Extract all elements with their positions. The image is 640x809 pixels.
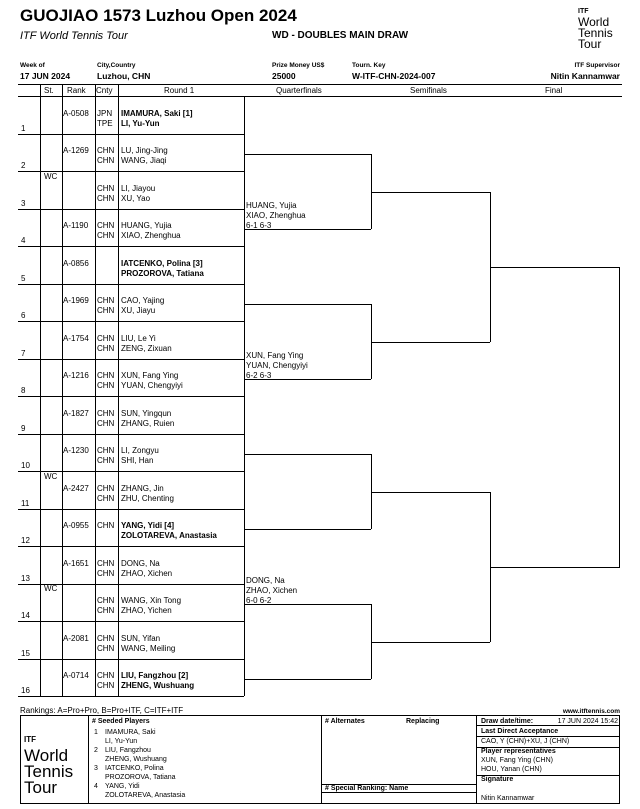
seed-number: 3 [94, 765, 98, 772]
player-name: ZHAO, Yichen [121, 606, 172, 615]
seed-status: WC [44, 471, 58, 481]
sf-line [371, 342, 490, 343]
qf-winner: ZHAO, Xichen [246, 586, 298, 596]
player-rank: A-0714 [63, 671, 89, 680]
player-country: CHN [97, 681, 115, 690]
player-country: JPN [97, 108, 113, 118]
draw-row-line [18, 359, 244, 360]
draw-number: 10 [21, 461, 30, 470]
lda-label: Last Direct Acceptance [481, 728, 559, 735]
draw-date-label: Draw date/time: [481, 718, 534, 725]
logo-itf-text: ITF [578, 8, 589, 15]
player-name: ZHAO, Xichen [121, 568, 173, 578]
signature-label: Signature [481, 776, 514, 783]
qf-winner: DONG, Na [246, 576, 285, 586]
prize-value: 25000 [272, 71, 296, 81]
player-rank: A-0955 [63, 521, 89, 530]
player-name: PROZOROVA, Tatiana [121, 268, 204, 278]
week-label: Week of [20, 62, 45, 69]
website: www.itftennis.com [562, 708, 620, 715]
player-country: TPE [97, 118, 113, 128]
player-country: CHN [97, 306, 115, 315]
player-country: CHN [97, 343, 115, 353]
player-name: LI, Jiayou [121, 183, 156, 193]
seeded-partner: ZOLOTAREVA, Anastasia [105, 792, 186, 799]
city-label: City,Country [97, 62, 136, 69]
sf-line [371, 192, 490, 193]
qf-line [244, 454, 371, 455]
player-rank: A-1216 [63, 371, 89, 380]
draw-row-line [18, 321, 244, 322]
key-label: Tourn. Key [352, 62, 386, 69]
col-sf: Semifinals [410, 86, 447, 95]
seeded-partner: LI, Yu-Yun [105, 738, 138, 745]
col-rank: Rank [67, 86, 86, 95]
itf-logo-footer: ITF World Tennis Tour [24, 735, 74, 797]
r1-connector [244, 321, 245, 396]
player-name: ZHU, Chenting [121, 493, 174, 503]
draw-row-line [18, 396, 244, 397]
player-rank: A-2081 [63, 633, 89, 643]
draw-row-line [18, 696, 244, 697]
player-country: CHN [97, 156, 115, 165]
col-cnty: Cnty [96, 86, 113, 95]
draw-row-line [18, 546, 244, 547]
replacing-header: Replacing [406, 718, 440, 725]
draw-number: 5 [21, 273, 26, 283]
event-name: WD - DOUBLES MAIN DRAW [272, 30, 409, 41]
player-country: CHN [97, 183, 115, 193]
player-name: XIAO, Zhenghua [121, 231, 181, 240]
player-country: CHN [97, 633, 115, 643]
draw-row-line [18, 621, 244, 622]
col-r1: Round 1 [164, 86, 195, 95]
player-country: CHN [97, 221, 115, 230]
draw-number: 14 [21, 611, 30, 620]
player-name: LU, Jing-Jing [121, 146, 168, 155]
logo-line2: Tennis [578, 26, 613, 40]
draw-row-line [18, 509, 244, 510]
player-name: ZHANG, Ruien [121, 418, 175, 428]
player-country: CHN [97, 606, 115, 615]
r1-connector [244, 171, 245, 246]
logo-line1: World [578, 15, 610, 29]
signature-value: Nitin Kannamwar [481, 795, 535, 802]
draw-number: 3 [21, 198, 26, 208]
draw-col-divider-0 [40, 84, 41, 696]
player-country: CHN [97, 371, 115, 380]
prize-label: Prize Money US$ [272, 62, 325, 69]
seeded-player: IMAMURA, Saki [105, 729, 156, 736]
draw-col-divider-3 [118, 84, 119, 696]
player-country: CHN [97, 483, 115, 493]
qf-winner: XUN, Fang Ying [246, 351, 304, 361]
week-value: 17 JUN 2024 [20, 71, 71, 81]
r1-connector [244, 546, 245, 621]
page-subtitle: ITF World Tennis Tour [20, 30, 128, 42]
player-rank: A-1651 [63, 558, 89, 568]
seed-status: WC [44, 171, 58, 181]
player-name: ZHANG, Jin [121, 483, 164, 493]
draw-date-value: 17 JUN 2024 15:42 [557, 718, 618, 725]
draw-number: 9 [21, 423, 26, 433]
player-name: IATCENKO, Polina [3] [121, 258, 203, 268]
player-name: IMAMURA, Saki [1] [121, 108, 193, 118]
draw-row-line [18, 284, 244, 285]
seed-status: WC [44, 584, 58, 593]
player-name: LI, Yu-Yun [121, 118, 160, 128]
qf-winner: HUANG, Yujia [246, 201, 297, 211]
player-name: ZENG, Zixuan [121, 343, 172, 353]
player-name: WANG, Jiaqi [121, 156, 167, 165]
draw-row-line [18, 134, 244, 135]
draw-col-divider-1 [62, 84, 63, 696]
seeded-player: IATCENKO, Polina [105, 765, 164, 772]
player-name: XUN, Fang Ying [121, 371, 179, 380]
r1-connector [244, 471, 245, 546]
player-country: CHN [97, 596, 115, 605]
special-ranking-header: # Special Ranking: Name [325, 785, 409, 792]
player-rank: A-0508 [63, 108, 89, 118]
itf-logo [578, 6, 628, 50]
sf-line [371, 642, 490, 643]
player-name: YUAN, Chengyiyi [121, 381, 183, 390]
alternates-header: # Alternates [325, 718, 365, 725]
player-name: SUN, Yingqun [121, 408, 172, 418]
player-name: HUANG, Yujia [121, 221, 172, 230]
col-st: St. [44, 86, 54, 95]
col-f: Final [545, 86, 563, 95]
r1-connector [244, 621, 245, 696]
draw-number: 15 [21, 648, 30, 658]
player-country: CHN [97, 231, 115, 240]
player-rank: A-2427 [63, 483, 89, 493]
player-name: CAO, Yajing [121, 296, 165, 305]
player-rank: A-1230 [63, 446, 89, 455]
player-name: LIU, Fangzhou [2] [121, 671, 189, 680]
player-country: CHN [97, 296, 115, 305]
draw-number: 1 [21, 123, 26, 133]
draw-row-line [18, 434, 244, 435]
player-name: XU, Jiayu [121, 306, 156, 315]
page-title: GUOJIAO 1573 Luzhou Open 2024 [20, 6, 297, 25]
rankings-note: Rankings: A=Pro+Pro, B=Pro+ITF, C=ITF+ITF [20, 706, 184, 715]
player-country: CHN [97, 408, 115, 418]
player-rank: A-1754 [63, 333, 89, 343]
qf-score: 6-0 6-2 [246, 596, 272, 606]
player-name: WANG, Xin Tong [121, 596, 182, 605]
r1-connector [244, 246, 245, 321]
player-rank: A-1190 [63, 221, 89, 230]
rep-2: HOU, Yanan (CHN) [481, 766, 542, 773]
reps-label: Player representatives [481, 748, 556, 755]
seeded-player: LIU, Fangzhou [105, 747, 151, 754]
draw-number: 16 [21, 686, 30, 695]
draw-row-line [18, 246, 244, 247]
qf-line [244, 679, 371, 680]
player-country: CHN [97, 446, 115, 455]
player-country: CHN [97, 418, 115, 428]
player-country: CHN [97, 333, 115, 343]
key-value: W-ITF-CHN-2024-007 [352, 71, 436, 81]
player-country: CHN [97, 456, 115, 465]
player-country: CHN [97, 568, 115, 578]
final-line [490, 567, 620, 568]
player-country: CHN [97, 521, 115, 530]
r1-connector [244, 96, 245, 171]
player-country: CHN [97, 671, 115, 680]
player-name: DONG, Na [121, 558, 160, 568]
player-name: YANG, Yidi [4] [121, 521, 175, 530]
seeded-partner: PROZOROVA, Tatiana [105, 774, 176, 781]
supervisor-label: ITF Supervisor [574, 62, 620, 69]
player-name: WANG, Meiling [121, 643, 176, 653]
draw-number: 12 [21, 536, 30, 545]
logo-line3: Tour [578, 37, 602, 51]
player-country: CHN [97, 558, 115, 568]
qf-line [244, 529, 371, 530]
seed-number: 1 [94, 729, 98, 736]
qf-score: 6-1 6-3 [246, 221, 272, 231]
player-country: CHN [97, 193, 115, 203]
draw-number: 6 [21, 311, 26, 320]
draw-number: 7 [21, 348, 26, 358]
lda-value: CAO, Y (CHN)+XU, J (CHN) [481, 738, 570, 745]
sf-line [371, 492, 490, 493]
r1-connector [244, 396, 245, 471]
draw-number: 13 [21, 573, 30, 583]
player-name: SUN, Yifan [121, 633, 161, 643]
seed-number: 2 [94, 747, 98, 754]
player-country: CHN [97, 146, 115, 155]
city-value: Luzhou, CHN [97, 71, 151, 81]
player-name: ZHENG, Wushuang [121, 681, 195, 690]
player-name: SHI, Han [121, 456, 154, 465]
draw-number: 2 [21, 161, 26, 170]
rep-1: XUN, Fang Ying (CHN) [481, 757, 553, 764]
player-country: CHN [97, 493, 115, 503]
player-name: ZOLOTAREVA, Anastasia [121, 531, 217, 540]
draw-number: 11 [21, 498, 30, 508]
final-connector [619, 267, 620, 567]
draw-row-line [18, 659, 244, 660]
qf-score: 6-2 6-3 [246, 371, 272, 381]
seeded-player: YANG, Yidi [105, 783, 140, 790]
player-rank: A-1827 [63, 408, 89, 418]
player-rank: A-0856 [63, 258, 89, 268]
qf-winner: YUAN, Chengyiyi [246, 361, 308, 371]
player-country: CHN [97, 381, 115, 390]
supervisor-value: Nitin Kannamwar [550, 71, 620, 81]
qf-line [244, 154, 371, 155]
draw-number: 4 [21, 236, 26, 245]
player-name: LI, Zongyu [121, 446, 159, 455]
draw-row-line [18, 209, 244, 210]
qf-line [244, 304, 371, 305]
player-country: CHN [97, 643, 115, 653]
draw-number: 8 [21, 386, 26, 395]
seeded-partner: ZHENG, Wushuang [105, 756, 167, 763]
draw-col-divider-2 [95, 84, 96, 696]
seeded-header: # Seeded Players [92, 718, 150, 725]
qf-winner: XIAO, Zhenghua [246, 211, 306, 221]
player-name: LIU, Le Yi [121, 333, 156, 343]
seed-number: 4 [94, 783, 98, 790]
player-name: XU, Yao [121, 193, 151, 203]
player-rank: A-1969 [63, 296, 89, 305]
player-rank: A-1269 [63, 146, 89, 155]
col-qf: Quarterfinals [276, 86, 322, 95]
final-line [490, 267, 620, 268]
